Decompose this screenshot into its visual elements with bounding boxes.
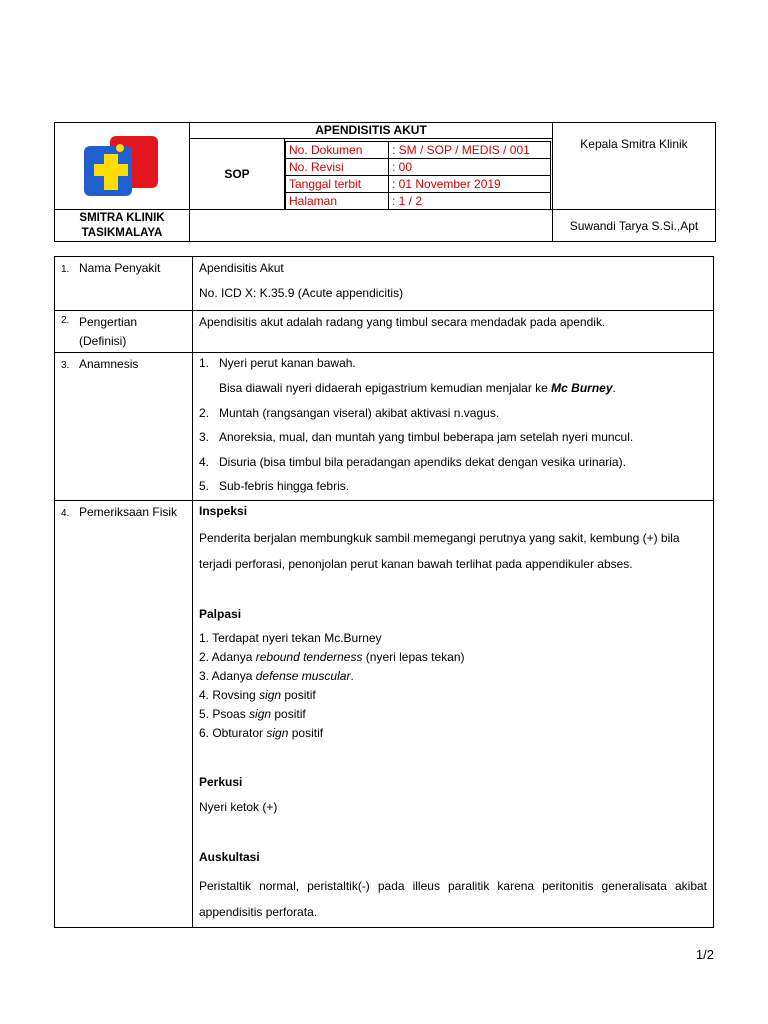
doc-title: APENDISITIS AKUT: [190, 123, 552, 139]
table-row: [55, 311, 714, 353]
doc-meta-table: [285, 141, 551, 210]
list-item: 2. Muntah (rangsangan viseral) akibat aktivasi n.vagus.: [199, 405, 500, 420]
list-item: Bisa diawali nyeri didaerah epigastrium kemudian menjalar ke Mc Burney.: [219, 380, 616, 395]
section-title: Perkusi: [199, 775, 243, 790]
clinic-name: SMITRA KLINIK TASIKMALAYA: [55, 210, 190, 242]
definition-text: Apendisitis akut adalah radang yang timbul secara mendadak pada apendik.: [193, 311, 714, 353]
list-item: 6. Obturator sign positif: [199, 726, 324, 741]
icd-code: No. ICD X: K.35.9 (Acute appendicitis): [199, 285, 404, 300]
row-label: Anamnesis: [79, 357, 139, 372]
row-number: 3.: [61, 360, 70, 372]
page-number: 1/2: [695, 947, 714, 962]
section-title: Auskultasi: [199, 850, 260, 865]
clinic-logo-icon: [82, 134, 162, 198]
head-title: Kepala Smitra Klinik: [553, 123, 716, 210]
list-item: 1. Nyeri perut kanan bawah.: [199, 356, 356, 371]
row-number: 4.: [61, 507, 70, 519]
table-row: [55, 353, 714, 501]
row-label: Nama Penyakit: [79, 261, 161, 275]
meta-value: : 00: [389, 159, 551, 176]
auskultasi-text: Peristaltik normal, peristaltik(-) pada illeus paralitik karena peritonitis generalisata akibat appendisitis perforata.: [199, 878, 707, 919]
logo-cell: [55, 123, 190, 210]
row-label: Pengertian (Definisi): [79, 315, 138, 348]
header-table: [54, 122, 716, 242]
list-item: 5. Sub-febris hingga febris.: [199, 479, 350, 494]
table-row: [55, 500, 714, 927]
list-item: 3. Anoreksia, mual, dan muntah yang timbul beberapa jam setelah nyeri muncul.: [199, 430, 634, 445]
main-table: [54, 256, 714, 928]
doc-info-cell: [190, 123, 553, 210]
sop-label: SOP: [190, 139, 285, 209]
inspeksi-text: Penderita berjalan membungkuk sambil memegangi perutnya yang sakit, kembung (+) bila terjadi perforasi, penonjolan perut kanan bawah terlihat pada appendikuler abses.: [199, 530, 680, 571]
perkusi-text: Nyeri ketok (+): [199, 799, 278, 814]
list-item: 5. Psoas sign positif: [199, 707, 306, 722]
row-number: 1.: [61, 264, 70, 275]
head-name: Suwandi Tarya S.Si.,Apt: [553, 210, 716, 242]
section-title: Palpasi: [199, 606, 242, 621]
section-title: Inspeksi: [199, 503, 248, 518]
meta-label: No. Dokumen: [286, 142, 389, 159]
meta-value: : SM / SOP / MEDIS / 001: [389, 142, 551, 159]
meta-value: : 01 November 2019: [389, 176, 551, 193]
empty-cell: [190, 210, 553, 242]
list-item: 4. Disuria (bisa timbul bila peradangan apendiks dekat dengan vesika urinaria).: [199, 454, 626, 469]
table-row: [55, 257, 714, 311]
list-item: 3. Adanya defense muscular.: [199, 669, 354, 684]
meta-label: No. Revisi: [286, 159, 389, 176]
list-item: 4. Rovsing sign positif: [199, 688, 316, 703]
list-item: 1. Terdapat nyeri tekan Mc.Burney: [199, 631, 382, 646]
meta-label: Halaman: [286, 193, 389, 210]
list-item: 2. Adanya rebound tenderness (nyeri lepas tekan): [199, 650, 465, 665]
row-number: 2.: [61, 315, 70, 327]
meta-label: Tanggal terbit: [286, 176, 389, 193]
meta-value: : 1 / 2: [389, 193, 551, 210]
disease-name: Apendisitis Akut: [199, 261, 284, 275]
row-label: Pemeriksaan Fisik: [79, 504, 178, 519]
